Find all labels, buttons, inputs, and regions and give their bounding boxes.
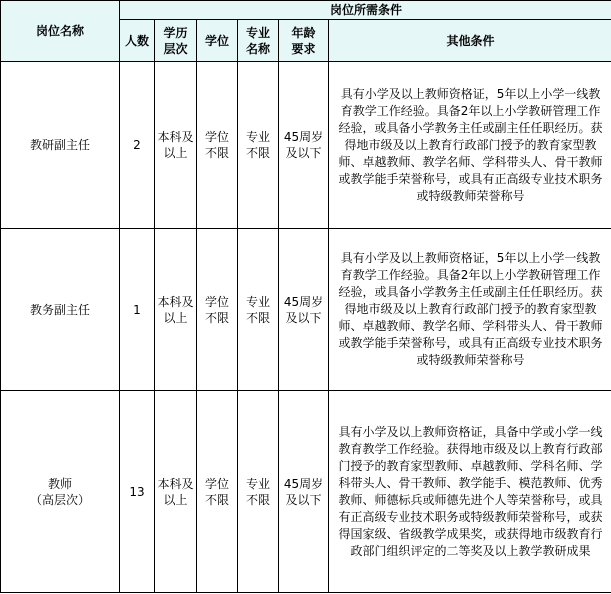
cell-age — [279, 229, 329, 391]
header-education-top: 学历 — [163, 25, 188, 40]
cell-degree — [197, 391, 238, 593]
cell-position — [1, 229, 120, 391]
cell-position — [1, 62, 120, 229]
cell-count: 13 — [120, 391, 155, 593]
header-education-bottom: 层次 — [163, 41, 188, 56]
major-line1: 专业 — [245, 130, 270, 144]
major-line2: 不限 — [245, 492, 270, 507]
cell-education — [155, 62, 197, 229]
degree-line2: 不限 — [204, 492, 229, 507]
position-line1: 教研副主任 — [29, 138, 90, 152]
header-count: 人数 — [120, 20, 155, 62]
cell-count: 1 — [120, 229, 155, 391]
age-line2: 及以下 — [285, 492, 322, 507]
header-major — [238, 20, 279, 62]
header-major-top: 专业 — [245, 25, 270, 40]
cell-position — [1, 391, 120, 593]
degree-line1: 学位 — [204, 294, 229, 309]
cell-education — [155, 391, 197, 593]
cell-major — [238, 229, 279, 391]
cell-degree — [197, 229, 238, 391]
cell-age — [279, 62, 329, 229]
header-position-name: 岗位名称 — [1, 1, 120, 62]
header-age-top: 年龄 — [291, 25, 316, 40]
major-line2: 不限 — [245, 310, 270, 325]
cell-count: 2 — [120, 62, 155, 229]
degree-line1: 学位 — [204, 130, 229, 144]
cell-age — [279, 391, 329, 593]
header-age-bottom: 要求 — [291, 41, 316, 56]
table-row — [1, 62, 611, 229]
age-line2: 及以下 — [285, 146, 322, 160]
position-line2: （高层次） — [29, 492, 90, 507]
header-education — [155, 20, 197, 62]
major-line2: 不限 — [245, 146, 270, 160]
table-row — [1, 229, 611, 391]
age-line1: 45周岁 — [283, 476, 324, 491]
table-row — [1, 391, 611, 593]
header-other: 其他条件 — [329, 20, 611, 62]
cell-education — [155, 229, 197, 391]
header-requirements-group: 岗位所需条件 — [120, 1, 611, 20]
degree-line2: 不限 — [204, 310, 229, 325]
education-line1: 本科及 — [157, 476, 194, 491]
age-line2: 及以下 — [285, 310, 322, 325]
education-line2: 以上 — [163, 310, 188, 325]
header-age — [279, 20, 329, 62]
cell-major — [238, 391, 279, 593]
education-line1: 本科及 — [157, 294, 194, 309]
education-line2: 以上 — [163, 146, 188, 160]
age-line1: 45周岁 — [283, 294, 324, 309]
header-degree: 学位 — [197, 20, 238, 62]
position-line1: 教师 — [47, 476, 72, 491]
position-line1: 教务副主任 — [29, 302, 90, 317]
cell-degree — [197, 62, 238, 229]
header-major-bottom: 名称 — [245, 41, 270, 56]
cell-other-conditions: 具有小学及以上教师资格证，5年以上小学一线教育教学工作经验。具备2年以上小学教研管理工作经验，或具备小学教务主任或副主任任职经历。获得地市级及以上教育行政部门授予的教育家型教师、卓越教师、教学名师、学科带头人、骨干教师或教学能手荣誉称号，或具有正高级专业技术职务或特级教师荣誉称号 — [329, 229, 611, 391]
cell-other-conditions: 具有小学及以上教师资格证，具备中学或小学一线教育教学工作经验。获得地市级及以上教育行政部门授予的教育家型教师、卓越教师、学科名师、学科带头人、骨干教师、教学能手、模范教师、优秀教师、师德标兵或师德先进个人等荣誉称号，或具有正高级专业技术职务或特级教师荣誉称号，或获得国家级、省级教学成果奖，或获得地市级教育行政部门组织评定的二等奖及以上教学教研成果 — [329, 391, 611, 593]
education-line1: 本科及 — [157, 130, 194, 144]
education-line2: 以上 — [163, 492, 188, 507]
major-line1: 专业 — [245, 294, 270, 309]
cell-other-conditions: 具有小学及以上教师资格证，5年以上小学一线教育教学工作经验。具备2年以上小学教研管理工作经验，或具备小学教务主任或副主任任职经历。获得地市级及以上教育行政部门授予的教育家型教师、卓越教师、教学名师、学科带头人、骨干教师或教学能手荣誉称号，或具有正高级专业技术职务或特级教师荣誉称号 — [329, 62, 611, 229]
major-line1: 专业 — [245, 476, 270, 491]
degree-line1: 学位 — [204, 476, 229, 491]
age-line1: 45周岁 — [283, 130, 324, 144]
header-row-1 — [1, 1, 611, 20]
cell-major — [238, 62, 279, 229]
degree-line2: 不限 — [204, 146, 229, 160]
